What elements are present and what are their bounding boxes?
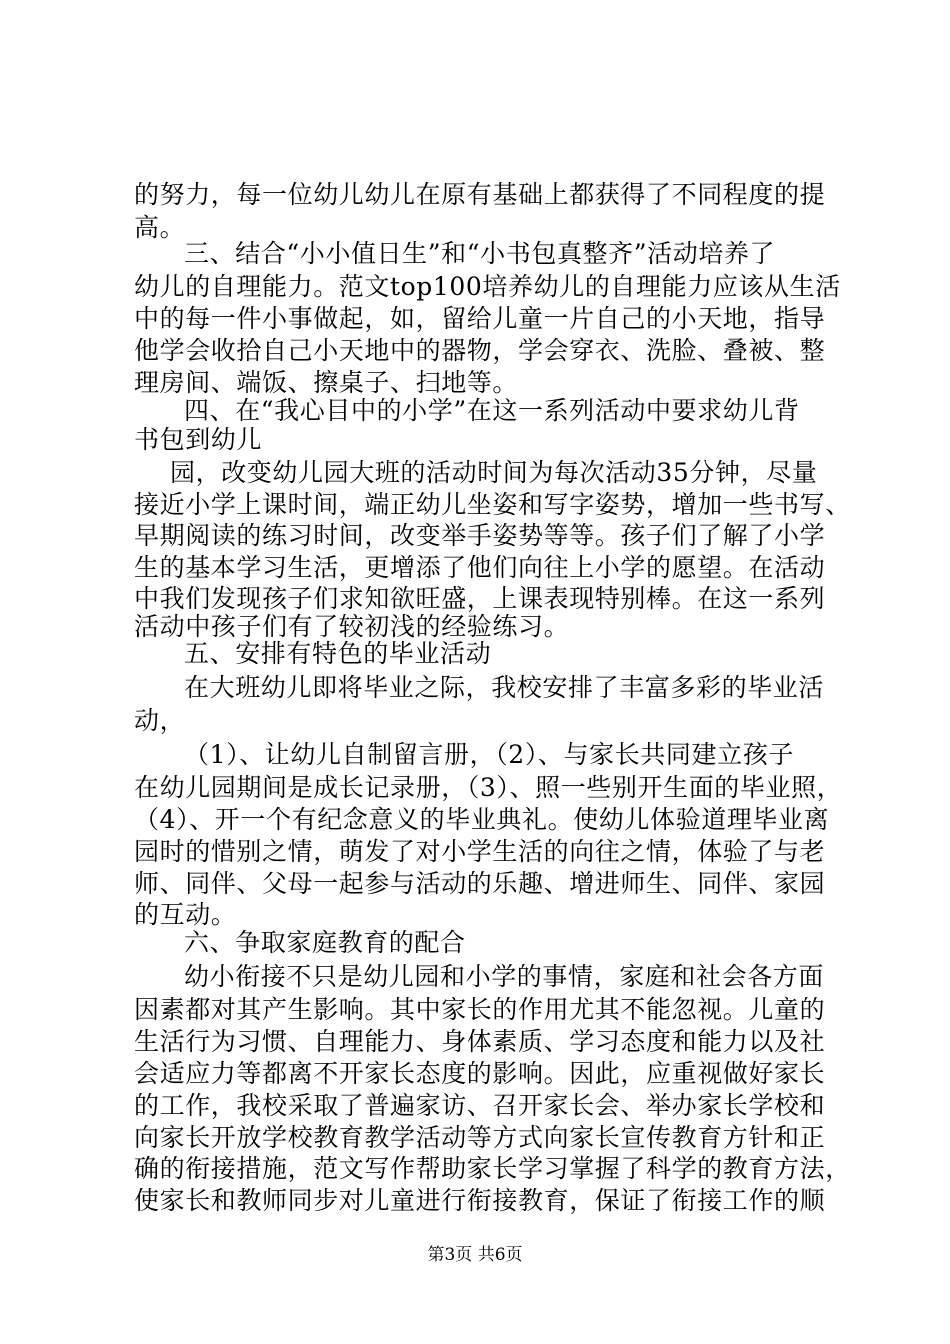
section-heading: 三、结合“小小值日生”和“小书包真整齐”活动培养了 [184, 239, 776, 268]
page-number-footer: 第3页 共6页 [427, 1245, 523, 1265]
body-text-line: 生活行为习惯、自理能力、身体素质、学习态度和能力以及社 [134, 1027, 826, 1056]
body-text-line: 幼小衔接不只是幼儿园和小学的事情，家庭和社会各方面 [184, 962, 825, 991]
body-text-line: 活动中孩子们有了较初浅的经验练习。 [134, 612, 570, 641]
body-text-line: 接近小学上课时间，端正幼儿坐姿和写字姿势，增加一些书写、 [134, 490, 851, 519]
body-text-line: 在幼儿园期间是成长记录册，（3）、照一些别开生面的毕业照， [134, 773, 843, 802]
body-text-line: 中的每一件小事做起，如，留给儿童一片自己的小天地，指导 [134, 304, 826, 333]
body-text-line: 中我们发现孩子们求知欲旺盛，上课表现特别棒。在这一系列 [134, 584, 826, 613]
body-text-line: 的工作，我校采取了普遍家访、召开家长会、举办家长学校和 [134, 1091, 826, 1120]
body-text-line: 动， [134, 706, 186, 735]
body-text-line: 确的衔接措施，范文写作帮助家长学习掌握了科学的教育方法， [134, 1154, 851, 1183]
body-text-line: 在大班幼儿即将毕业之际，我校安排了丰富多彩的毕业活 [184, 673, 825, 702]
body-text-line: 使家长和教师同步对儿童进行衔接教育，保证了衔接工作的顺 [134, 1186, 826, 1215]
body-text-line: 早期阅读的练习时间，改变举手姿势等等。孩子们了解了小学 [134, 521, 826, 550]
body-text-line: 师、同伴、父母一起参与活动的乐趣、增进师生、同伴、家园 [134, 869, 826, 898]
body-text-line: 的努力，每一位幼儿幼儿在原有基础上都获得了不同程度的提 [134, 180, 826, 209]
body-text-line: 理房间、端饭、擦桌子、扫地等。 [134, 368, 519, 397]
body-text-line: 园，改变幼儿园大班的活动时间为每次活动35分钟，尽量 [170, 458, 818, 487]
body-text-line: 高。 [134, 213, 186, 242]
body-text-line: 会适应力等都离不开家长态度的影响。因此，应重视做好家长 [134, 1059, 826, 1088]
body-text-line: 园时的惜别之情，萌发了对小学生活的向往之情，体验了与老 [134, 837, 826, 866]
body-text-line: 生的基本学习生活，更增添了他们向往上小学的愿望。在活动 [134, 553, 826, 582]
body-text-line: 的互动。 [134, 900, 237, 929]
section-heading: 四、在“我心目中的小学”在这一系列活动中要求幼儿背 [184, 396, 800, 425]
body-text-line: 因素都对其产生影响。其中家长的作用尤其不能忽视。儿童的 [134, 995, 826, 1024]
body-text-line: （4）、开一个有纪念意义的毕业典礼。使幼儿体验道理毕业离 [134, 805, 830, 834]
body-text-line: 向家长开放学校教育教学活动等方式向家长宣传教育方针和正 [134, 1123, 826, 1152]
body-text-line: （1）、让幼儿自制留言册，（2）、与家长共同建立孩子 [184, 740, 794, 769]
section-heading: 六、争取家庭教育的配合 [184, 928, 466, 957]
body-text-line: 书包到幼儿 [134, 425, 263, 454]
body-text-line: 幼儿的自理能力。范文top100培养幼儿的自理能力应该从生活 [134, 272, 841, 301]
body-text-line: 他学会收拾自己小天地中的器物，学会穿衣、洗脸、叠被、整 [134, 336, 826, 365]
section-heading: 五、安排有特色的毕业活动 [184, 639, 492, 668]
